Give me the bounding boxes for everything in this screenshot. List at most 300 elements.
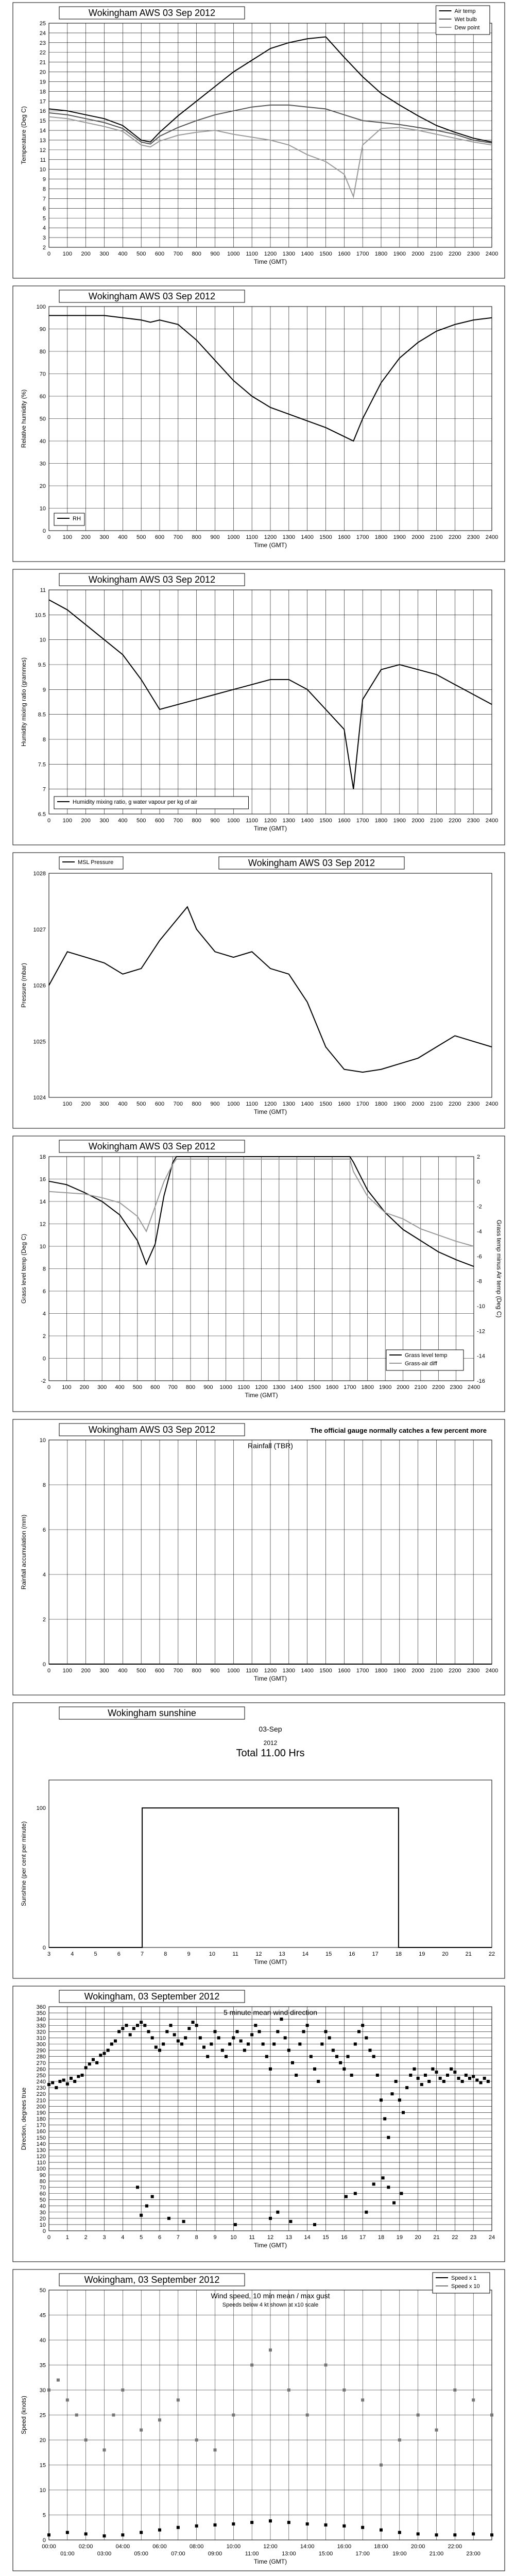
y-tick-label: 2 [42, 1617, 46, 1623]
y-tick-label: 130 [36, 2147, 46, 2154]
x-tick-label: 100 [62, 1384, 72, 1391]
x-tick-label: 08:00 [189, 2544, 204, 2550]
y-tick-label: 8 [42, 737, 46, 743]
data-point [269, 2348, 272, 2351]
x-tick-label: 100 [62, 534, 73, 540]
data-point [361, 2024, 364, 2027]
data-point [295, 2074, 298, 2077]
data-point [258, 2030, 261, 2033]
y-tick-label: 170 [36, 2122, 46, 2129]
y-tick-label: 100 [36, 1805, 46, 1812]
data-point [140, 2429, 143, 2432]
x-tick-label: 800 [192, 818, 201, 824]
y-tick-label: 1026 [33, 982, 46, 989]
x-tick-label: 0 [47, 534, 51, 540]
data-point [472, 2398, 475, 2401]
x-tick-label: 300 [99, 818, 109, 824]
data-point [409, 2074, 412, 2077]
data-point [165, 2030, 168, 2033]
data-point [472, 2075, 475, 2078]
x-tick-label: 1700 [344, 1384, 356, 1391]
data-point [59, 2080, 62, 2083]
data-point [184, 2036, 187, 2039]
y-tick-label: 340 [36, 2016, 46, 2023]
y-tick-label: 8 [42, 1482, 46, 1488]
data-point [280, 2018, 283, 2021]
y-tick-label: 10 [39, 2222, 46, 2228]
data-point [272, 2043, 276, 2046]
data-point [468, 2077, 471, 2080]
chart-frame [13, 2269, 505, 2571]
x-tick-label: 2100 [414, 1384, 427, 1391]
x-tick-label: 700 [173, 251, 183, 257]
data-point [306, 2024, 309, 2027]
y-tick-label: 0 [42, 528, 46, 534]
data-point [84, 2438, 88, 2442]
x-tick-label: 4 [71, 1951, 74, 1957]
x-tick-label: 1200 [264, 251, 277, 257]
x-tick-label: 8 [164, 1951, 167, 1957]
x-tick-label: 2000 [411, 534, 424, 540]
data-point [361, 2526, 364, 2529]
y-right-tick-label: -14 [477, 1353, 485, 1360]
data-point [269, 2217, 272, 2220]
x-tick-label: 01:00 [60, 2551, 75, 2557]
y-tick-label: 45 [39, 2312, 46, 2319]
y-tick-label: 20 [39, 69, 46, 76]
x-tick-label: 400 [118, 534, 128, 540]
x-tick-label: 7 [140, 1951, 144, 1957]
y-tick-label: 16 [39, 108, 46, 115]
y-tick-label: 320 [36, 2029, 46, 2036]
x-tick-label: 900 [210, 1668, 220, 1674]
x-tick-label: 11 [232, 1951, 238, 1957]
y-tick-label: 80 [39, 349, 46, 355]
x-tick-label: 1100 [246, 818, 258, 824]
y-tick-label: 25 [39, 21, 46, 27]
x-tick-label: 2200 [449, 1668, 461, 1674]
data-point [387, 2185, 390, 2189]
x-tick-label: 1600 [338, 818, 351, 824]
data-point [320, 2043, 323, 2046]
y-tick-label: 8 [42, 186, 46, 193]
x-tick-label: 16:00 [337, 2544, 352, 2550]
y-tick-label: 90 [39, 2172, 46, 2179]
x-tick-label: 1700 [356, 1668, 369, 1674]
y-axis-label: Sunshine (per cent per minute) [20, 1821, 27, 1906]
y-tick-label: 35 [39, 2362, 46, 2369]
x-tick-label: 14 [302, 1951, 309, 1957]
chart-6 [13, 1419, 505, 1695]
x-tick-label: 23 [470, 2234, 477, 2241]
title-box [59, 1423, 245, 1436]
chart-title: Wokingham, 03 September 2012 [84, 2275, 220, 2285]
x-tick-label: 1100 [246, 534, 258, 540]
y-tick-label: 30 [39, 2209, 46, 2216]
y-tick-label: 230 [36, 2085, 46, 2092]
y-tick-label: 100 [36, 304, 46, 310]
data-point [324, 2364, 328, 2367]
chart-4 [13, 853, 505, 1128]
x-tick-label: 0 [47, 818, 51, 824]
x-tick-label: 12:00 [263, 2544, 278, 2550]
data-point [383, 2117, 386, 2121]
data-point [66, 2082, 69, 2086]
x-tick-label: 12 [255, 1951, 262, 1957]
data-point [195, 2024, 198, 2027]
chart-frame [13, 3, 505, 278]
x-axis-label: Time (GMT) [253, 1675, 287, 1682]
data-point [431, 2067, 434, 2071]
y-tick-label: 5 [42, 2512, 46, 2519]
y-tick-label: 40 [39, 2337, 46, 2344]
y-tick-label: 80 [39, 2178, 46, 2185]
x-tick-label: 1200 [264, 1668, 277, 1674]
x-tick-label: 1 [65, 2234, 69, 2241]
data-point [405, 2086, 408, 2089]
x-tick-label: 2 [84, 2234, 88, 2241]
data-point [103, 2448, 106, 2451]
x-tick-label: 900 [210, 251, 220, 257]
x-tick-label: 11:00 [245, 2551, 259, 2557]
chart-7 [13, 1703, 505, 1978]
y-tick-label: 0 [42, 1945, 46, 1951]
x-tick-label: 2100 [430, 534, 443, 540]
data-point [140, 2531, 143, 2534]
x-tick-label: 1800 [374, 251, 388, 257]
data-point [154, 2046, 158, 2049]
x-tick-label: 300 [99, 1101, 109, 1107]
x-tick-label: 1900 [379, 1384, 392, 1391]
data-point [84, 2066, 88, 2069]
x-tick-label: 1500 [308, 1384, 321, 1391]
data-point [328, 2036, 331, 2039]
legend [54, 796, 249, 809]
y-tick-label: 9.5 [38, 662, 46, 668]
x-tick-label: 24 [488, 2234, 495, 2241]
x-tick-label: 11 [249, 2234, 255, 2241]
y-tick-label: 270 [36, 2060, 46, 2066]
data-point [313, 2223, 316, 2226]
x-tick-label: 0 [47, 1384, 51, 1391]
data-point [402, 2111, 405, 2114]
y-tick-label: 6.5 [38, 811, 46, 818]
x-tick-label: 21 [465, 1951, 472, 1957]
data-point [99, 2054, 102, 2057]
y-tick-label: 200 [36, 2104, 46, 2110]
x-tick-label: 100 [62, 818, 73, 824]
x-tick-label: 400 [118, 1668, 128, 1674]
x-tick-label: 1300 [282, 818, 296, 824]
x-tick-label: 1800 [374, 534, 388, 540]
x-tick-label: 2000 [411, 251, 424, 257]
x-tick-label: 400 [118, 251, 128, 257]
data-point [339, 2061, 342, 2064]
data-point [199, 2036, 202, 2039]
x-tick-label: 200 [81, 1101, 91, 1107]
y-tick-label: 6 [42, 1289, 46, 1295]
x-tick-label: 1500 [319, 534, 332, 540]
data-point [361, 2398, 364, 2401]
chart-title: Wokingham AWS 03 Sep 2012 [88, 574, 216, 585]
x-tick-label: 1000 [227, 534, 240, 540]
x-tick-label: 21:00 [429, 2551, 444, 2557]
data-point [151, 2195, 154, 2198]
x-tick-label: 18:00 [374, 2544, 388, 2550]
data-point [145, 2205, 148, 2208]
x-tick-label: 2000 [411, 818, 424, 824]
data-point [475, 2079, 478, 2082]
x-tick-label: 1800 [374, 1101, 388, 1107]
chart-note: Speeds below 4 kt shown at x10 scale [222, 2302, 319, 2308]
x-tick-label: 1800 [361, 1384, 374, 1391]
x-tick-label: 16 [349, 1951, 355, 1957]
data-point [214, 2523, 217, 2527]
y-tick-label: 5 [42, 215, 46, 222]
y-tick-label: 12 [39, 1221, 46, 1228]
data-point [232, 2036, 235, 2039]
x-tick-label: 1300 [282, 1668, 296, 1674]
data-point [472, 2532, 475, 2535]
x-tick-label: 1500 [319, 251, 332, 257]
x-tick-label: 10 [230, 2234, 237, 2241]
data-point [479, 2081, 483, 2084]
y-tick-label: 30 [39, 2387, 46, 2394]
x-tick-label: 300 [99, 534, 109, 540]
x-tick-label: 2300 [467, 251, 480, 257]
data-point [262, 2043, 265, 2046]
legend [436, 6, 490, 35]
data-point [47, 2083, 50, 2086]
chart-frame [13, 1419, 505, 1695]
legend-label: Air temp [454, 8, 476, 14]
x-tick-label: 700 [173, 1668, 183, 1674]
x-tick-label: 1500 [319, 818, 332, 824]
data-point [158, 2049, 161, 2052]
x-tick-label: 13 [285, 2234, 292, 2241]
y-tick-label: 14 [39, 1199, 46, 1205]
chart-frame [13, 1986, 505, 2262]
y-tick-label: 10.5 [35, 612, 46, 619]
chart-title: Wokingham AWS 03 Sep 2012 [88, 1425, 216, 1435]
y-tick-label: 40 [39, 438, 46, 445]
y-tick-label: 90 [39, 326, 46, 333]
x-tick-label: 900 [210, 818, 220, 824]
y-tick-label: 310 [36, 2035, 46, 2042]
data-point [450, 2067, 453, 2071]
data-point [95, 2061, 98, 2064]
data-point [335, 2055, 338, 2058]
data-point [206, 2055, 209, 2058]
y-tick-label: 10 [39, 505, 46, 512]
x-tick-label: 10 [209, 1951, 215, 1957]
y-tick-label: 23 [39, 40, 46, 46]
y-tick-label: 12 [39, 147, 46, 154]
data-point [376, 2074, 379, 2077]
x-tick-label: 100 [62, 251, 73, 257]
x-tick-label: 1100 [246, 1668, 258, 1674]
data-point [291, 2061, 294, 2064]
legend [54, 513, 84, 526]
data-point [369, 2049, 372, 2052]
data-point [342, 2388, 346, 2392]
y-tick-label: 290 [36, 2047, 46, 2054]
y-tick-label: 160 [36, 2128, 46, 2135]
x-tick-label: 300 [99, 251, 109, 257]
data-point [147, 2030, 150, 2033]
y-tick-label: 11 [40, 587, 46, 594]
x-tick-label: 1000 [219, 1384, 232, 1391]
x-tick-label: 00:00 [42, 2544, 56, 2550]
x-tick-label: 3 [47, 1951, 51, 1957]
x-tick-label: 500 [136, 251, 146, 257]
x-tick-label: 1900 [393, 251, 406, 257]
data-point [306, 2414, 309, 2417]
x-tick-label: 22 [488, 1951, 495, 1957]
x-tick-label: 2000 [397, 1384, 409, 1391]
x-tick-label: 600 [150, 1384, 160, 1391]
x-tick-label: 13:00 [282, 2551, 296, 2557]
x-tick-label: 19 [419, 1951, 425, 1957]
x-tick-label: 2300 [467, 534, 480, 540]
data-point [442, 2080, 445, 2083]
data-point [103, 2534, 106, 2537]
x-tick-label: 2100 [430, 1668, 443, 1674]
y-tick-label: 330 [36, 2023, 46, 2029]
legend-label: Wet bulb [454, 16, 477, 23]
y-tick-label: 15 [39, 2462, 46, 2469]
legend-label: Speed x 10 [451, 2283, 480, 2290]
data-point [112, 2414, 115, 2417]
x-tick-label: 8 [195, 2234, 198, 2241]
y-tick-label: 20 [39, 483, 46, 489]
x-tick-label: 22 [452, 2234, 458, 2241]
x-tick-label: 200 [79, 1384, 89, 1391]
x-tick-label: 2300 [467, 818, 480, 824]
x-tick-label: 2200 [432, 1384, 445, 1391]
x-tick-label: 1400 [290, 1384, 303, 1391]
data-point [51, 2081, 54, 2084]
y-tick-label: 220 [36, 2091, 46, 2098]
y-tick-label: 9 [42, 176, 46, 183]
x-tick-label: 2300 [450, 1384, 462, 1391]
y-tick-label: 9 [42, 687, 46, 693]
data-point [276, 2030, 279, 2033]
data-point [158, 2529, 161, 2532]
data-point [47, 2533, 50, 2536]
y-tick-label: 3 [42, 235, 46, 242]
x-tick-label: 03:00 [97, 2551, 112, 2557]
x-tick-label: 1300 [282, 534, 296, 540]
x-tick-label: 200 [81, 251, 91, 257]
x-tick-label: 1900 [393, 534, 406, 540]
data-point [250, 2364, 253, 2367]
data-point [210, 2043, 213, 2046]
data-point [332, 2049, 335, 2052]
data-point [232, 2414, 235, 2417]
x-tick-label: 02:00 [78, 2544, 93, 2550]
data-point [347, 2055, 350, 2058]
chart-frame [13, 286, 505, 562]
x-tick-label: 200 [81, 534, 91, 540]
x-tick-label: 1900 [393, 818, 406, 824]
y-tick-label: 21 [39, 59, 46, 66]
data-point [177, 2039, 180, 2042]
x-tick-label: 600 [154, 534, 165, 540]
y-tick-label: 10 [39, 2487, 46, 2494]
y-right-axis-label: Grass temp minus Air temp (Deg C) [495, 1219, 503, 1318]
chart-title: Wokingham AWS 03 Sep 2012 [88, 291, 216, 301]
data-point [420, 2083, 423, 2086]
title-box [59, 573, 245, 586]
y-tick-label: 18 [39, 1154, 46, 1160]
data-point [236, 2030, 239, 2033]
x-tick-label: 0 [47, 251, 51, 257]
data-point [250, 2521, 253, 2524]
y-tick-label: 60 [39, 2191, 46, 2197]
x-tick-label: 06:00 [152, 2544, 167, 2550]
data-point [195, 2524, 198, 2528]
y-tick-label: 1025 [33, 1039, 46, 1045]
x-tick-label: 04:00 [115, 2544, 130, 2550]
y-axis-label: Speed (knots) [20, 2396, 27, 2434]
title-box [59, 290, 245, 302]
x-tick-label: 400 [115, 1384, 125, 1391]
y-tick-label: 10 [39, 1244, 46, 1250]
data-point [187, 2027, 191, 2030]
x-tick-label: 1300 [272, 1384, 286, 1391]
x-tick-label: 1400 [301, 1101, 314, 1107]
data-point [73, 2080, 76, 2083]
x-tick-label: 14 [304, 2234, 311, 2241]
data-point [103, 2052, 106, 2055]
x-tick-label: 14:00 [300, 2544, 315, 2550]
x-tick-label: 15:00 [318, 2551, 333, 2557]
data-point [372, 2055, 375, 2058]
legend-label: Speed x 1 [451, 2275, 477, 2281]
data-point [435, 2533, 438, 2536]
y-tick-label: 4 [42, 225, 46, 232]
x-tick-label: 1400 [301, 1668, 314, 1674]
data-point [217, 2036, 220, 2039]
x-tick-label: 5 [94, 1951, 97, 1957]
data-point [342, 2067, 346, 2071]
title-box [59, 1140, 245, 1153]
x-tick-label: 2400 [485, 818, 499, 824]
data-point [239, 2039, 243, 2042]
data-point [398, 2531, 401, 2534]
x-tick-label: 500 [136, 818, 146, 824]
x-tick-label: 2400 [467, 1384, 480, 1391]
data-point [140, 2214, 143, 2217]
x-tick-label: 800 [185, 1384, 196, 1391]
x-tick-label: 1200 [264, 534, 277, 540]
x-tick-label: 800 [192, 1101, 201, 1107]
y-tick-label: 1028 [33, 871, 46, 877]
data-point [177, 2398, 180, 2401]
y-tick-label: 180 [36, 2116, 46, 2123]
y-tick-label: 25 [39, 2412, 46, 2419]
x-tick-label: 1900 [393, 1668, 406, 1674]
y-tick-label: 8 [42, 1266, 46, 1273]
y-tick-label: 1027 [33, 926, 46, 933]
x-tick-label: 700 [168, 1384, 178, 1391]
chart-title: Wokingham, 03 September 2012 [84, 1991, 220, 2002]
y-tick-label: 17 [39, 98, 46, 105]
data-point [380, 2098, 383, 2102]
data-point [317, 2080, 320, 2083]
data-point [192, 2021, 195, 2024]
